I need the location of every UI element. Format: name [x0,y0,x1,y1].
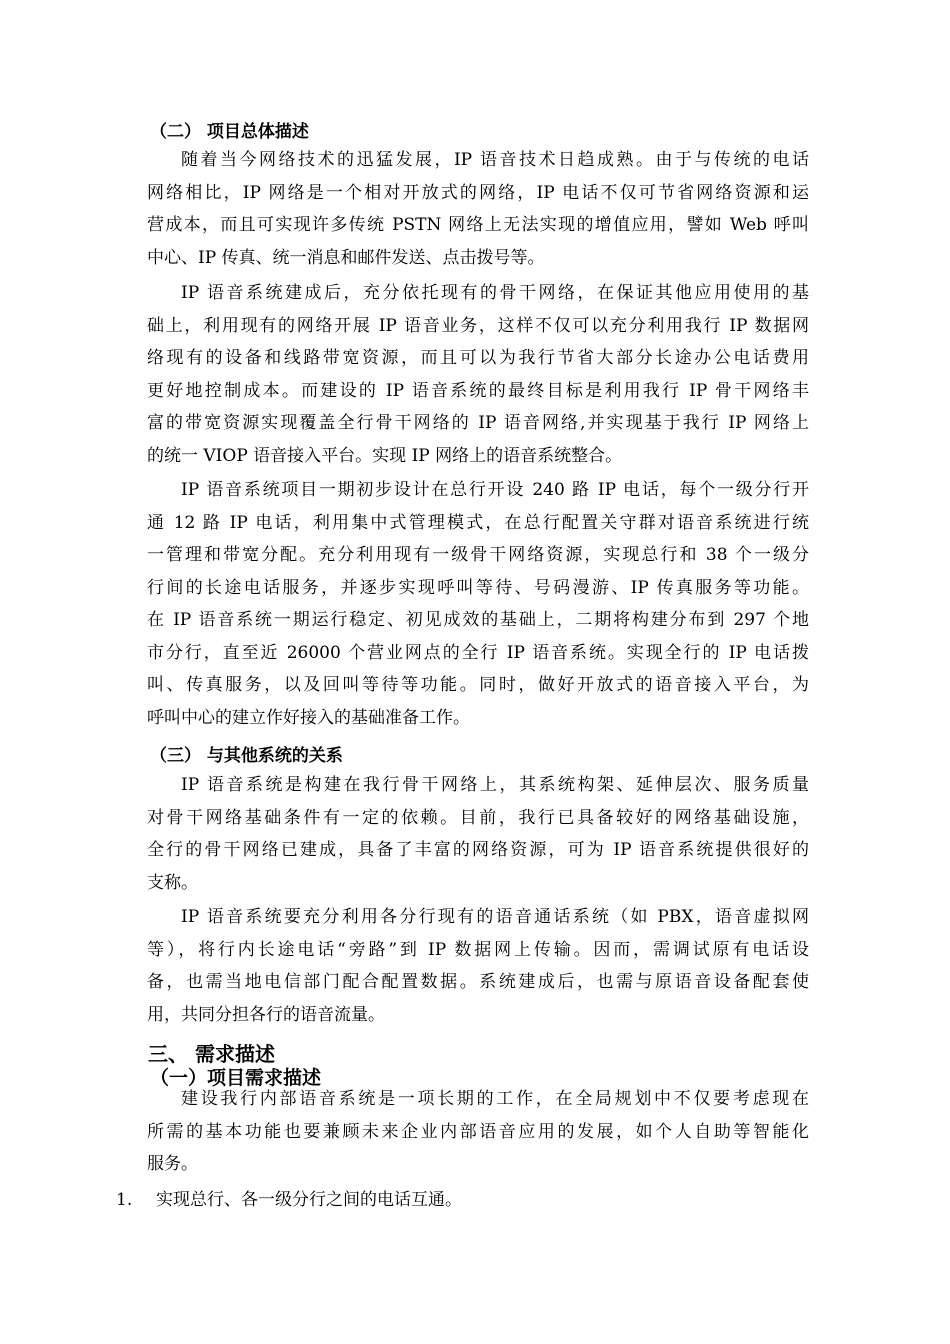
paragraph-line: 呼叫中心的建立作好接入的基础准备工作。 [147,707,470,728]
paragraph-line: IP 语音系统是构建在我行骨干网络上，其系统构架、延伸层次、服务质量 [181,775,809,795]
list-item [116,1185,462,1210]
paragraph-line: 络现有的设备和线路带宽资源，而且可以为我行节省大部分长途办公电话费用 [147,348,809,368]
paragraph-line: 网络相比，IP 网络是一个相对开放式的网络，IP 电话不仅可节省网络资源和运 [147,182,809,203]
paragraph-line: 中心、IP 传真、统一消息和邮件发送、点击拨号等。 [147,247,545,268]
paragraph-line: 备，也需当地电信部门配合配置数据。系统建成后，也需与原语音设备配套使 [147,972,809,992]
paragraph-line: 行间的长途电话服务，并逐步实现呼叫等待、号码漫游、IP 传真服务等功能。 [147,577,809,598]
chapter-heading-requirements: 三、 需求描述 [148,1042,275,1066]
paragraph-4 [147,769,809,899]
paragraph-1 [147,144,809,274]
paragraph-line: 叫、传真服务，以及回叫等待等功能。同时，做好开放式的语音接入平台，为 [147,675,809,695]
paragraph-line: IP 语音系统建成后，充分依托现有的骨干网络，在保证其他应用使用的基 [181,283,809,303]
paragraph-line: 对骨干网络基础条件有一定的依赖。目前，我行已具备较好的网络基础设施， [147,807,809,828]
paragraph-line: IP 语音系统要充分利用各分行现有的语音通话系统（如 PBX，语音虚拟网 [181,907,809,927]
paragraph-6 [147,1083,809,1181]
paragraph-5 [147,901,809,1031]
paragraph-line: 支称。 [147,872,198,893]
paragraph-line: 础上，利用现有的网络开展 IP 语音业务，这样不仅可以充分利用我行 IP 数据网 [147,315,809,336]
paragraph-line: 等），将行内长途电话“旁路”到 IP 数据网上传输。因而，需调试原有电话设 [147,939,809,960]
list-number: 1. [116,1190,133,1210]
paragraph-line: 在 IP 语音系统一期运行稳定、初见成效的基础上，二期将构建分布到 297 个地 [147,610,809,630]
list-text: 实现总行、各一级分行之间的电话互通。 [156,1190,462,1210]
paragraph-line: 全行的骨干网络已建成，具备了丰富的网络资源，可为 IP 语音系统提供很好的 [147,840,809,860]
paragraph-2 [147,277,809,472]
paragraph-line: 市分行，直至近 26000 个营业网点的全行 IP 语音系统。实现全行的 IP 电话拨 [147,642,809,663]
section-heading-system-relations: （三） 与其他系统的关系 [150,746,343,766]
paragraph-3 [147,474,809,734]
paragraph-line: 富的带宽资源实现覆盖全行骨干网络的 IP 语音网络,并实现基于我行 IP 网络上 [147,413,809,433]
paragraph-line: 更好地控制成本。而建设的 IP 语音系统的最终目标是利用我行 IP 骨干网络丰 [147,380,809,401]
paragraph-line: 随着当今网络技术的迅猛发展，IP 语音技术日趋成熟。由于与传统的电话 [181,150,809,170]
paragraph-line: 通 12 路 IP 电话，利用集中式管理模式，在总行配置关守群对语音系统进行统 [147,512,809,533]
paragraph-line: IP 语音系统项目一期初步设计在总行开设 240 路 IP 电话，每个一级分行开 [181,480,809,500]
paragraph-line: 服务。 [147,1154,198,1174]
paragraph-line: 所需的基本功能也要兼顾未来企业内部语音应用的发展，如个人自助等智能化 [147,1121,809,1142]
paragraph-line: 一管理和带宽分配。充分利用现有一级骨干网络资源，实现总行和 38 个一级分 [147,545,809,565]
section-heading-overall-description: （二） 项目总体描述 [150,122,309,142]
paragraph-line: 的统一 VIOP 语音接入平台。实现 IP 网络上的语音系统整合。 [147,445,623,466]
paragraph-line: 营成本，而且可实现许多传统 PSTN 网络上无法实现的增值应用，譬如 Web 呼叫 [147,215,809,235]
paragraph-line: 建设我行内部语音系统是一项长期的工作，在全局规划中不仅要考虑现在 [181,1089,809,1109]
section-heading-project-requirements: （一）项目需求描述 [150,1067,322,1089]
paragraph-line: 用，共同分担各行的语音流量。 [147,1004,385,1025]
